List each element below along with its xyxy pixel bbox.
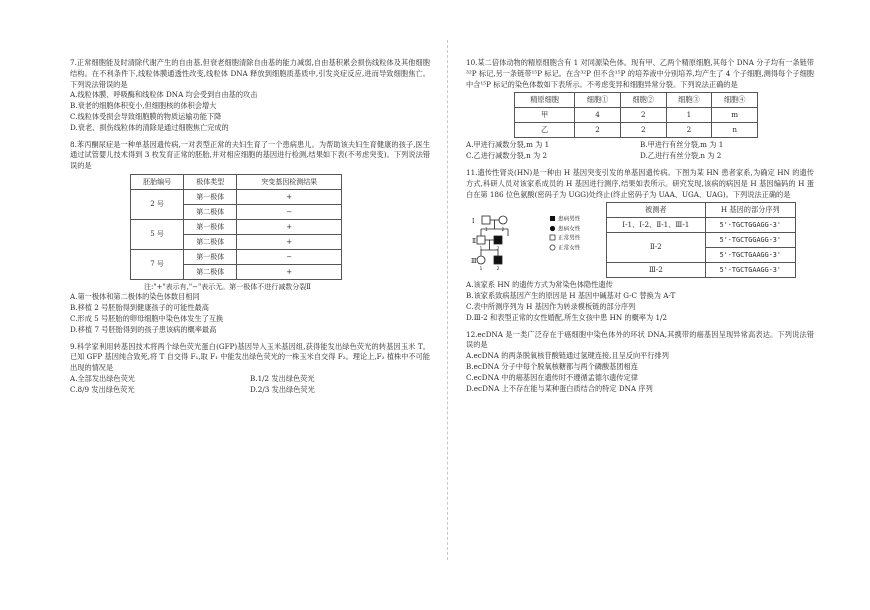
q10-option-b: B.甲进行有丝分裂,m 为 1 bbox=[640, 140, 724, 150]
q9-option-c: C.8/9 发出绿色荧光 bbox=[70, 384, 135, 394]
column-divider bbox=[447, 40, 448, 560]
polar-body-type: 第二极体 bbox=[184, 264, 237, 279]
q9-option-a: A.全部发出绿色荧光 bbox=[70, 374, 135, 384]
embryo-number: 2 号 bbox=[131, 189, 184, 219]
test-result: + bbox=[237, 264, 342, 279]
table-cell: 1 bbox=[666, 108, 712, 123]
question-7 bbox=[70, 58, 430, 134]
table-header: 细胞④ bbox=[712, 93, 758, 108]
q7-option-d: D.衰老、损伤线粒体的清除是通过细胞焦亡完成的 bbox=[70, 122, 229, 132]
individual-number: 1 bbox=[485, 228, 488, 234]
question-11 bbox=[466, 168, 814, 324]
individual-number: 2 bbox=[501, 228, 505, 234]
q8-option-d: D.移植 7 号胚胎得到的孩子患该病的概率最高 bbox=[70, 324, 217, 334]
normal-male-symbol bbox=[477, 236, 485, 244]
embryo-number: 7 号 bbox=[131, 249, 184, 279]
polar-body-type: 第二极体 bbox=[184, 204, 237, 219]
sequence-cell: 5'-TGCTGGAGG-3' bbox=[705, 218, 795, 233]
q7-option-c: C.线粒体受损会导致细胞膜的物质运输功能下降 bbox=[70, 111, 222, 121]
embryo-test-table bbox=[130, 174, 342, 280]
question-9 bbox=[70, 342, 430, 396]
table-cell: m bbox=[712, 108, 758, 123]
left-column bbox=[70, 58, 430, 396]
sequence-cell: 5'-TGCTGGAGG-3' bbox=[705, 233, 795, 248]
q10-option-c: C.乙进行减数分裂,n 为 2 bbox=[466, 151, 548, 161]
q12-option-b: B.ecDNA 分子中每个脱氧核糖都与两个磷酸基团相连 bbox=[466, 361, 638, 371]
individual-number: 1 bbox=[479, 247, 483, 253]
legend-label: 患病男性 bbox=[558, 216, 581, 223]
embryo-number: 5 号 bbox=[131, 219, 184, 249]
q8-option-b: B.移植 2 号胚胎得到健康孩子的可能性最高 bbox=[70, 303, 209, 313]
question-10-stem: 10.某二倍体动物的精原细胞含有 1 对同源染色体。现有甲、乙两个精原细胞,其每个 DNA 分子均有一条链带³²P 标记,另一条链带¹⁵P 标记。在含³²P 但不含¹⁵P 的培养液中分别培养,均产生了 4 个子细胞,测得每个子细胞中含¹⁵P 标记的染色体数如下表所示。不考虑变异和细胞异常分裂。下列说法正确的是 bbox=[466, 58, 814, 89]
affected-male-legend-icon bbox=[550, 216, 555, 221]
table-header: 极体类型 bbox=[184, 174, 237, 189]
q8-option-c: C.形成 5 号胚胎的卵母细胞中染色体发生了互换 bbox=[70, 314, 224, 324]
table-row bbox=[515, 123, 758, 138]
question-8-stem: 8.苯丙酮尿症是一种单基因遗传病,一对表型正常的夫妇生育了一个患病患儿。为帮助该夫妇生育健康的孩子,医生通过试管婴儿技术得到 3 枚发育正常的胚胎,并对相应细胞的基因进行检测,结果如下表(不考虑突变)。下列说法错误的是 bbox=[70, 139, 430, 171]
q7-option-b: B.衰老的细胞体积变小,但细胞核的体积会增大 bbox=[70, 101, 217, 111]
table-cell: 乙 bbox=[515, 123, 575, 138]
table-cell: 2 bbox=[620, 123, 666, 138]
q12-option-a: A.ecDNA 的两条脱氧核苷酸链通过氢键连接,且呈反向平行排列 bbox=[466, 351, 669, 361]
question-11-stem: 11.遗传性肾炎(HN)是一种由 H 基因突变引发的单基因遗传病。下图为某 HN 患者家系,为确定 HN 的遗传方式,科研人员对该家系成员的 H 基因进行测序,结果如表所示。研究发现,该病的病因是 H 基因编码的 H 蛋白在第 186 位色氨酸(密码子为 UGG)处终止(终止密码子为 UAA、UGA、UAG)。下列说法正确的是 bbox=[466, 167, 814, 199]
question-8 bbox=[70, 140, 430, 336]
q11-option-a: A.该家系 HN 的遗传方式为常染色体隐性遗传 bbox=[466, 280, 613, 290]
q9-option-b: B.1/2 发出绿色荧光 bbox=[250, 374, 315, 384]
normal-female-symbol bbox=[477, 256, 485, 264]
question-7-stem: 7.正常细胞能及时清除代谢产生的自由基,但衰老细胞清除自由基的能力减弱,自由基积累会损伤线粒体及其他细胞结构。在不利条件下,线粒体膜通透性改变,线粒体 DNA 释放到细胞质基质中,引发炎症反应,进而导致细胞焦亡。下列说法错误的是 bbox=[70, 58, 430, 89]
test-result: − bbox=[237, 204, 342, 219]
generation-label: Ⅱ bbox=[472, 238, 477, 246]
normal-female-symbol bbox=[499, 216, 507, 224]
subject-cell: Ⅲ-2 bbox=[607, 263, 706, 278]
generation-label: Ⅲ bbox=[471, 258, 477, 266]
q10-option-d: D.乙进行有丝分裂,n 为 2 bbox=[640, 151, 722, 161]
subject-cell: Ⅱ-2 bbox=[607, 233, 706, 263]
table-row bbox=[515, 108, 758, 123]
individual-number: 2 bbox=[496, 267, 500, 273]
generation-label: Ⅰ bbox=[472, 218, 475, 226]
individual-number: 1 bbox=[479, 267, 483, 273]
affected-male-symbol bbox=[494, 256, 502, 264]
test-result: + bbox=[237, 234, 342, 249]
table-header: 胚胎编号 bbox=[131, 174, 184, 189]
labeled-chromosome-table bbox=[514, 92, 758, 138]
question-9-stem: 9.科学家利用转基因技术将两个绿色荧光蛋白(GFP)基因导入玉米基因组,获得能发出绿色荧光的转基因玉米 T。已知 GFP 基因纯合致死,将 T 自交得 F₁,取 F₁ 中能发出绿色荧光的一株玉米自交得 F₂。理论上,F₂ 植株中不可能出现的情况是 bbox=[70, 341, 430, 373]
question-10 bbox=[466, 58, 814, 162]
legend-label: 正常男性 bbox=[558, 235, 581, 242]
table-header: 细胞② bbox=[620, 93, 666, 108]
legend-label: 患病女性 bbox=[558, 226, 581, 233]
polar-body-type: 第一极体 bbox=[184, 249, 237, 264]
table-note: 注:"+"表示有,"−"表示无。第一极体不进行减数分裂Ⅱ bbox=[144, 282, 311, 291]
table-cell: 4 bbox=[575, 108, 621, 123]
question-12 bbox=[466, 330, 814, 395]
sequence-cell: 5'-TGCTGAAGG-3' bbox=[705, 248, 795, 263]
test-result: + bbox=[237, 189, 342, 204]
legend-label: 正常女性 bbox=[558, 245, 581, 252]
table-cell: 2 bbox=[620, 108, 666, 123]
q11-option-b: B.该家系致病基因产生的原因是 H 基因中碱基对 G-C 替换为 A-T bbox=[466, 291, 676, 301]
q10-option-a: A.甲进行减数分裂,m 为 1 bbox=[466, 140, 550, 150]
q9-option-d: D.2/3 发出绿色荧光 bbox=[250, 384, 315, 394]
normal-male-symbol bbox=[482, 216, 490, 224]
table-header: 细胞③ bbox=[666, 93, 712, 108]
polar-body-type: 第一极体 bbox=[184, 219, 237, 234]
table-header: 突变基因检测结果 bbox=[237, 174, 342, 189]
table-header: 被测者 bbox=[607, 203, 706, 218]
subject-cell: Ⅰ-1、Ⅰ-2、Ⅱ-1、Ⅲ-1 bbox=[607, 218, 706, 233]
individual-number: 2 bbox=[496, 247, 500, 253]
polar-body-type: 第二极体 bbox=[184, 234, 237, 249]
table-cell: n bbox=[712, 123, 758, 138]
table-cell: 2 bbox=[575, 123, 621, 138]
table-header: 精原细胞 bbox=[515, 93, 575, 108]
q11-option-d: D.Ⅲ-2 和表型正常的女性婚配,所生女孩中患 HN 的概率为 1/2 bbox=[466, 312, 668, 322]
test-result: + bbox=[237, 219, 342, 234]
table-header: H 基因的部分序列 bbox=[705, 203, 795, 218]
table-cell: 2 bbox=[666, 123, 712, 138]
test-result: − bbox=[237, 249, 342, 264]
q7-option-a: A.线粒体膜、呼吸酶和线粒体 DNA 均会受到自由基的攻击 bbox=[70, 90, 258, 100]
q12-option-c: C.ecDNA 中的癌基因在遗传时不遵循孟德尔遗传定律 bbox=[466, 372, 638, 382]
gene-sequence-table bbox=[606, 202, 796, 278]
sequence-cell: 5'-TGCTGAAGG-3' bbox=[705, 263, 795, 278]
question-12-stem: 12.ecDNA 是一类广泛存在于癌细胞中染色体外的环状 DNA,其携带的癌基因呈现异常高表达。下列说法错误的是 bbox=[466, 329, 814, 350]
normal-female-legend-icon bbox=[550, 245, 555, 250]
affected-male-symbol bbox=[494, 236, 502, 244]
pedigree-chart bbox=[466, 207, 606, 273]
q12-option-d: D.ecDNA 上不存在能与某种蛋白质结合的特定 DNA 序列 bbox=[466, 383, 653, 393]
normal-male-legend-icon bbox=[550, 235, 555, 240]
polar-body-type: 第一极体 bbox=[184, 189, 237, 204]
table-cell: 甲 bbox=[515, 108, 575, 123]
table-header: 细胞① bbox=[575, 93, 621, 108]
right-column bbox=[466, 58, 814, 394]
q11-option-c: C.表中所测序列为 H 基因作为转录模板链的部分序列 bbox=[466, 301, 636, 311]
q8-option-a: A.第一极体和第二极体的染色体数目相同 bbox=[70, 292, 200, 302]
affected-female-legend-icon bbox=[550, 226, 555, 231]
